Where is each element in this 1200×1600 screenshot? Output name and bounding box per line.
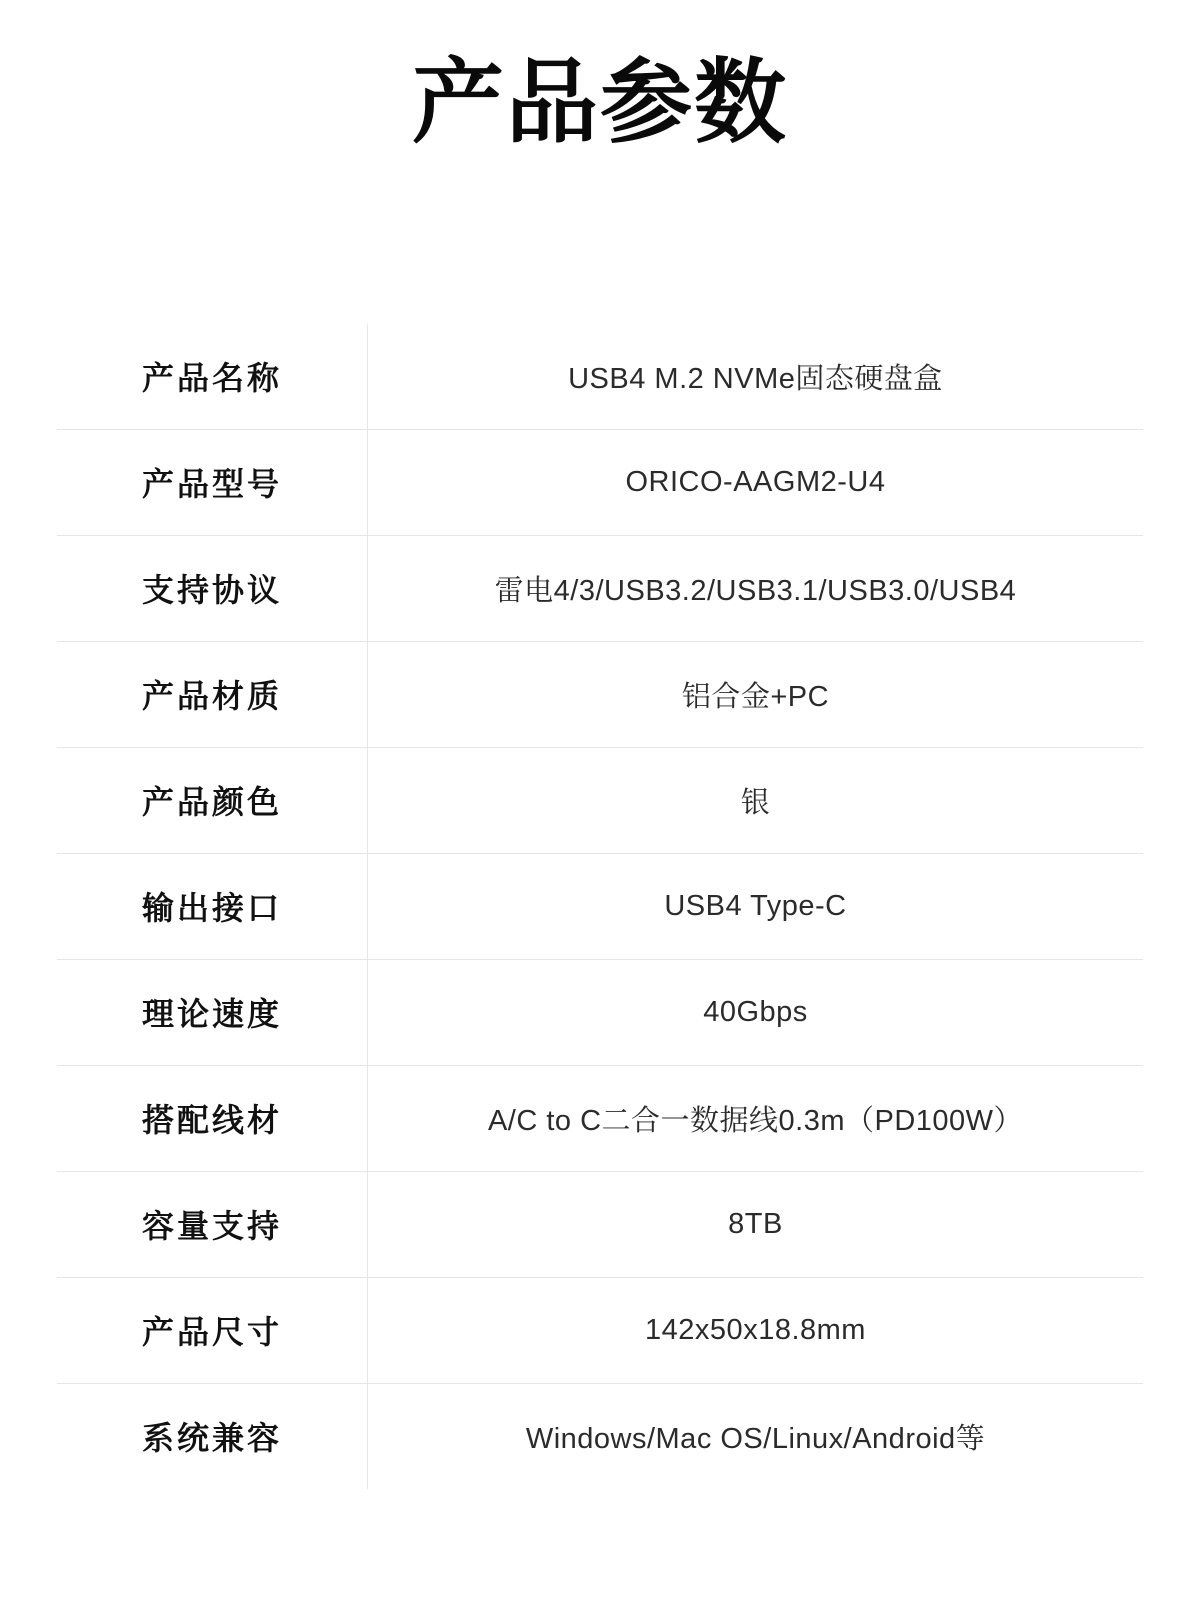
spec-value-output-port: USB4 Type-C [368, 853, 1144, 959]
product-spec-table [56, 323, 1144, 1490]
spec-label-product-model: 产品型号 [57, 429, 368, 535]
spec-label-protocols: 支持协议 [57, 535, 368, 641]
spec-value-system-compatibility: Windows/Mac OS/Linux/Android等 [525, 1422, 986, 1455]
spec-value-dimensions: 142x50x18.8mm [368, 1277, 1144, 1383]
page-title: 产品参数 [411, 49, 788, 156]
table-row [57, 429, 1144, 535]
spec-label-system-compatibility: 系统兼容 [57, 1383, 368, 1489]
spec-table-wrapper [56, 215, 1144, 1490]
table-row [57, 747, 1144, 853]
table-row [57, 1277, 1144, 1383]
table-row [57, 959, 1144, 1065]
table-row [57, 535, 1144, 641]
spec-label-capacity: 容量支持 [57, 1171, 368, 1277]
spec-value-product-name: USB4 M.2 NVMe固态硬盘盒 [368, 323, 1144, 429]
table-row [57, 323, 1144, 429]
table-row [57, 853, 1144, 959]
spec-value-material: 铝合金+PC [368, 641, 1144, 747]
spec-value-capacity: 8TB [368, 1171, 1144, 1277]
spec-value-theoretical-speed: 40Gbps [368, 959, 1144, 1065]
spec-label-included-cable: 搭配线材 [57, 1065, 368, 1171]
table-row [57, 641, 1144, 747]
table-row [57, 1171, 1144, 1277]
spec-value-product-model: ORICO-AAGM2-U4 [368, 429, 1144, 535]
spec-label-material: 产品材质 [57, 641, 368, 747]
spec-value-protocols: 雷电4/3/USB3.2/USB3.1/USB3.0/USB4 [368, 535, 1144, 641]
table-row [57, 1065, 1144, 1171]
spec-label-product-name: 产品名称 [57, 323, 368, 429]
table-row [57, 1383, 1144, 1489]
spec-label-theoretical-speed: 理论速度 [57, 959, 368, 1065]
spec-label-dimensions: 产品尺寸 [57, 1277, 368, 1383]
spec-value-color: 银 [368, 747, 1144, 853]
spec-label-color: 产品颜色 [57, 747, 368, 853]
spec-label-output-port: 输出接口 [57, 853, 368, 959]
spec-value-included-cable: A/C to C二合一数据线0.3m（PD100W） [368, 1065, 1144, 1171]
